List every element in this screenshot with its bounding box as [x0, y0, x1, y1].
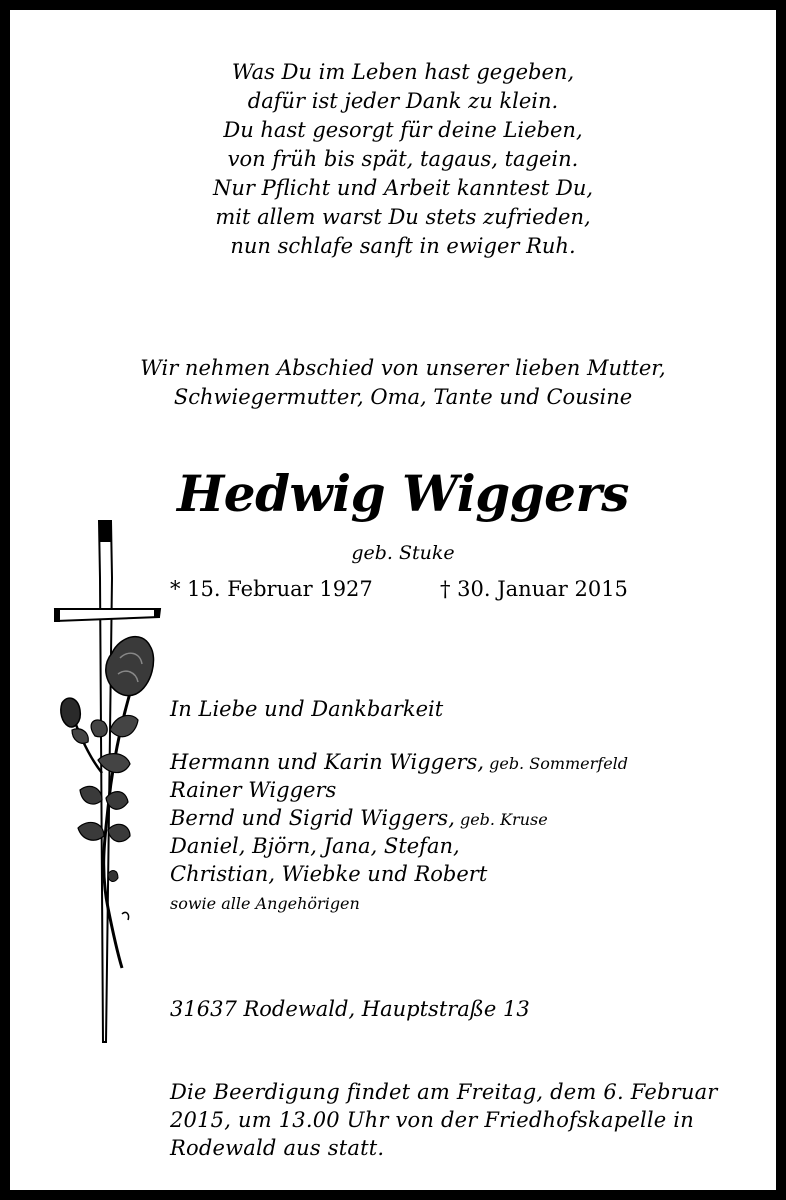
family-member-note: geb. Kruse: [454, 810, 548, 829]
family-list: [170, 749, 628, 919]
family-member-name: Rainer Wiggers: [170, 778, 337, 802]
intro-line: Schwiegermutter, Oma, Tante und Cousine: [173, 385, 633, 409]
poem-line: nun schlafe sanft in ewiger Ruh.: [230, 234, 576, 258]
farewell-intro: [10, 354, 786, 412]
poem-line: mit allem warst Du stets zufrieden,: [215, 205, 591, 229]
maiden-name: geb. Stuke: [351, 542, 455, 564]
birth-date: * 15. Februar 1927: [170, 577, 373, 601]
death-date: † 30. Januar 2015: [440, 577, 628, 601]
poem-line: Was Du im Leben hast gegeben,: [231, 60, 575, 84]
poem-line: von früh bis spät, tagaus, tagein.: [227, 147, 579, 171]
family-member: [170, 833, 628, 861]
family-member: [170, 749, 628, 777]
relatives-line: sowie alle Angehörigen: [170, 894, 360, 913]
funeral-line: Die Beerdigung findet am Freitag, dem 6. Februar: [170, 1080, 718, 1104]
thanks-line: In Liebe und Dankbarkeit: [170, 697, 444, 721]
family-member-note: geb. Sommerfeld: [484, 754, 629, 773]
poem-line: Nur Pflicht und Arbeit kanntest Du,: [212, 176, 594, 200]
deceased-name: Hedwig Wiggers: [177, 464, 629, 523]
funeral-line: Rodewald aus statt.: [170, 1136, 385, 1160]
poem: [10, 58, 786, 261]
family-member-name: Christian, Wiebke und Robert: [170, 862, 488, 886]
family-member-name: Bernd und Sigrid Wiggers,: [170, 806, 455, 830]
family-member: [170, 861, 628, 889]
family-member-name: Hermann und Karin Wiggers,: [170, 750, 485, 774]
funeral-notice: [170, 1078, 770, 1162]
address: 31637 Rodewald, Hauptstraße 13: [170, 997, 530, 1021]
funeral-line: 2015, um 13.00 Uhr von der Friedhofskapelle in: [170, 1108, 694, 1132]
poem-line: Du hast gesorgt für deine Lieben,: [223, 118, 583, 142]
poem-line: dafür ist jeder Dank zu klein.: [247, 89, 559, 113]
cross-with-rose-icon: [50, 518, 170, 1048]
family-member-name: Daniel, Björn, Jana, Stefan,: [170, 834, 460, 858]
intro-line: Wir nehmen Abschied von unserer lieben Mutter,: [140, 356, 666, 380]
family-member: [170, 805, 628, 833]
family-member: [170, 777, 628, 805]
